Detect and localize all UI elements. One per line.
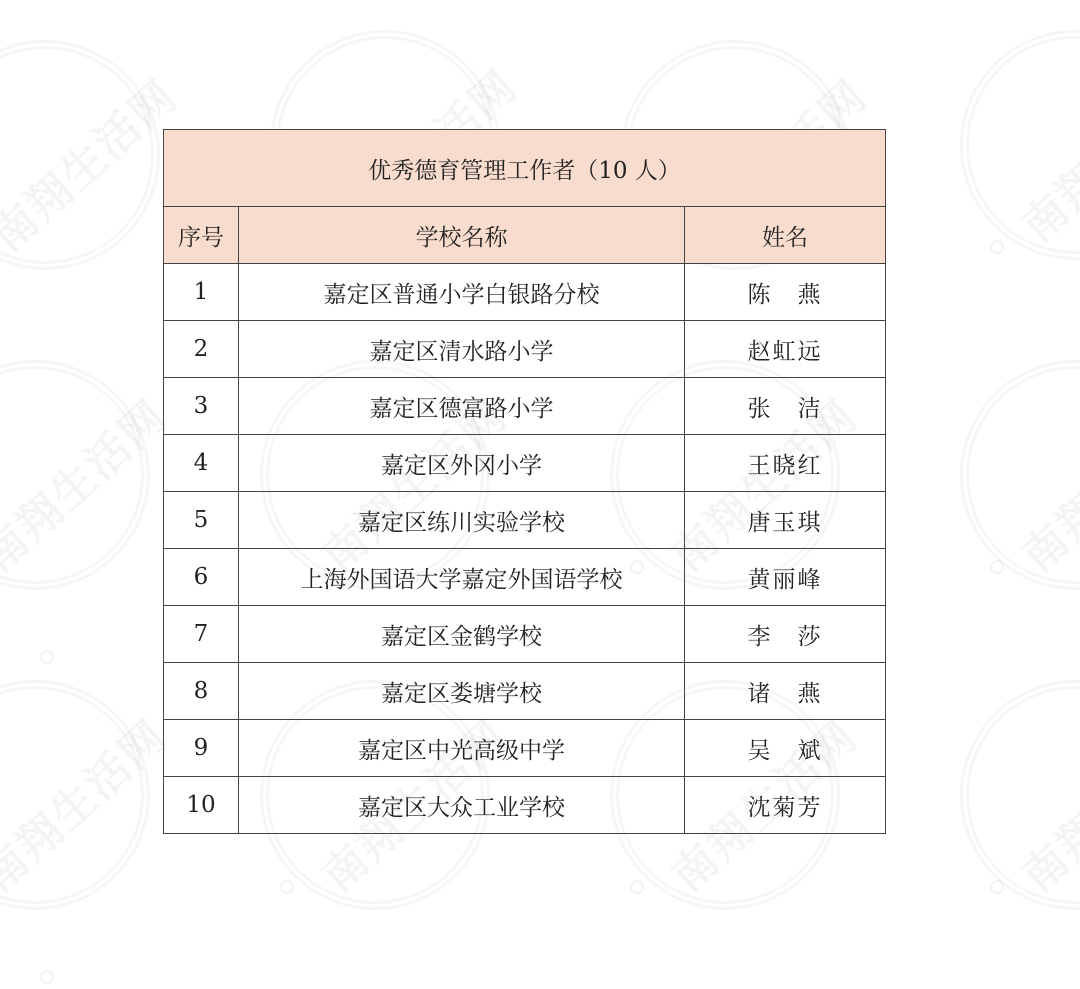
row-index: 7 [164,606,239,663]
watermark-dot [40,970,54,984]
row-index: 4 [164,435,239,492]
row-name: 诸 燕 [685,663,886,720]
row-school: 上海外国语大学嘉定外国语学校 [239,549,685,606]
row-name: 唐玉琪 [685,492,886,549]
row-index: 8 [164,663,239,720]
row-index: 1 [164,264,239,321]
table-row [164,264,886,321]
table-row [164,549,886,606]
table-row [164,720,886,777]
watermark-dot [280,880,294,894]
table-row [164,378,886,435]
watermark-dot [990,240,1004,254]
row-index: 6 [164,549,239,606]
row-school: 嘉定区德富路小学 [239,378,685,435]
watermark-dot [40,650,54,664]
watermark-dot [990,560,1004,574]
row-index: 9 [164,720,239,777]
row-index: 5 [164,492,239,549]
row-index: 2 [164,321,239,378]
watermark-stamp [0,680,150,910]
row-name: 张 洁 [685,378,886,435]
header-row [164,207,886,264]
row-name: 沈菊芳 [685,777,886,834]
table-row [164,492,886,549]
table-row [164,435,886,492]
awards-table [163,129,886,834]
row-school: 嘉定区中光高级中学 [239,720,685,777]
row-name: 吴 斌 [685,720,886,777]
table-row [164,663,886,720]
row-school: 嘉定区清水路小学 [239,321,685,378]
watermark-stamp [0,40,160,270]
row-name: 王晓红 [685,435,886,492]
row-name: 赵虹远 [685,321,886,378]
row-school: 嘉定区娄塘学校 [239,663,685,720]
row-name: 李 莎 [685,606,886,663]
row-index: 10 [164,777,239,834]
row-name: 陈 燕 [685,264,886,321]
watermark-stamp [960,30,1080,260]
row-school: 嘉定区金鹤学校 [239,606,685,663]
watermark-stamp [960,680,1080,910]
watermark-stamp [960,360,1080,590]
row-index: 3 [164,378,239,435]
table-row [164,321,886,378]
watermark-dot [630,880,644,894]
row-school: 嘉定区练川实验学校 [239,492,685,549]
row-school: 嘉定区外冈小学 [239,435,685,492]
header-index: 序号 [164,207,239,264]
header-name: 姓名 [685,207,886,264]
row-name: 黄丽峰 [685,549,886,606]
row-school: 嘉定区大众工业学校 [239,777,685,834]
table-row [164,777,886,834]
watermark-stamp [0,360,150,590]
header-school: 学校名称 [239,207,685,264]
table-title: 优秀德育管理工作者（10 人） [164,130,886,207]
watermark-dot [990,880,1004,894]
row-school: 嘉定区普通小学白银路分校 [239,264,685,321]
table-row [164,606,886,663]
